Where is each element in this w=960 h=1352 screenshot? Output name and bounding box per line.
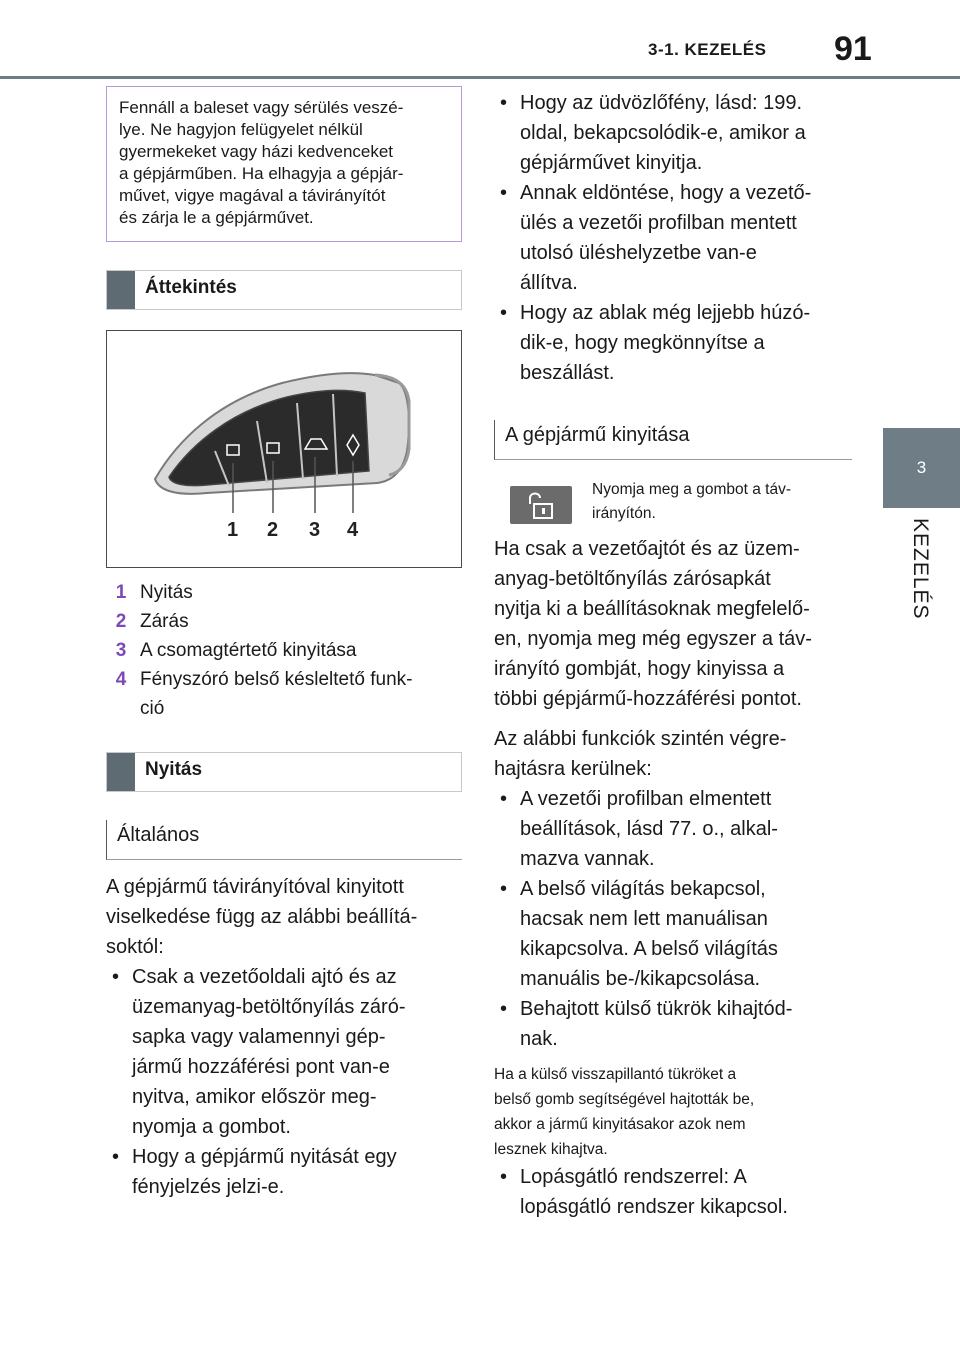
warning-line: gyermekeket vagy házi kedvenceket: [119, 142, 394, 161]
key-fob-illustration: [107, 331, 460, 566]
figure-label-4: 4: [347, 519, 359, 541]
bullet-item: • Hogy az ablak még lejjebb húzó- dik-e, hogy megkönnyítse a beszállást.: [494, 298, 864, 388]
body-line: irányító gombját, hogy kinyissa a: [494, 658, 785, 680]
subheading-general: Általános: [106, 820, 462, 860]
bullet-item: • Hogy a gépjármű nyitását egy fényjelzés jelzi-e.: [106, 1142, 476, 1202]
page-number: 91: [834, 30, 872, 68]
section-heading-opening: [106, 752, 462, 792]
body-line: en, nyomja meg még egyszer a táv-: [494, 628, 812, 650]
warning-line: a gépjárműben. Ha elhagyja a gépjár-: [119, 164, 404, 183]
opening-body: [106, 872, 476, 1202]
running-header-section: 3-1. KEZELÉS: [648, 40, 767, 59]
body-line: viselkedése függ az alábbi beállítá-: [106, 906, 418, 928]
settings-bullets: [494, 88, 864, 388]
chapter-tab-label: KEZELÉS: [909, 518, 932, 620]
unlock-hint-text: Nyomja meg a gombot a táv- irányítón.: [592, 481, 792, 522]
warning-line: művet, vigye magával a távirányítót: [119, 186, 386, 205]
body-line: nyitja ki a beállításoknak megfelelő-: [494, 598, 810, 620]
unlock-button-graphic: [510, 486, 572, 524]
list-item: 1 Nyitás: [115, 582, 193, 603]
bullet-item: • Hogy az üdvözlőfény, lásd: 199. oldal, bekapcsolódik-e, amikor a gépjárművet kinyitja.: [494, 88, 864, 178]
body-line: Az alábbi funkciók szintén végre-: [494, 728, 787, 750]
unlock-hint-row: [494, 478, 854, 532]
figure-label-3: 3: [309, 519, 321, 541]
body-line: hajtásra kerülnek:: [494, 758, 652, 780]
bullet-item: • Csak a vezetőoldali ajtó és az üzemanyag-betöltőnyílás záró- sapka vagy valamennyi gép- jármű hozzáférési pont van-e nyitva, amikor először meg- nyomja a gombot.: [106, 962, 476, 1142]
figure-label-2: 2: [267, 519, 279, 541]
bullet-item: • Behajtott külső tükrök kihajtód- nak.: [494, 994, 864, 1054]
list-item: 3 A csomagtértető kinyitása: [115, 640, 357, 661]
body-line: többi gépjármű-hozzáférési pontot.: [494, 688, 802, 710]
body-line: anyag-betöltőnyílás zárósapkát: [494, 568, 771, 590]
section-heading-overview: [106, 270, 462, 310]
heading-marker: [107, 753, 135, 791]
heading-text: Áttekintés: [145, 277, 237, 298]
warning-line: és zárja le a gépjárművet.: [119, 208, 314, 227]
bullet-item: • A belső világítás bekapcsol, hacsak nem lett manuálisan kikapcsolva. A belső világítás manuális be-/kikapcsolása.: [494, 874, 864, 994]
heading-text: Nyitás: [145, 759, 203, 780]
heading-marker: [107, 271, 135, 309]
bullet-item: • Lopásgátló rendszerrel: A lopásgátló rendszer kikapcsol.: [494, 1162, 864, 1222]
key-fob-figure: [106, 330, 462, 568]
unlock-icon: [510, 486, 572, 524]
warning-line: lye. Ne hagyjon felügyelet nélkül: [119, 120, 363, 139]
figure-label-1: 1: [227, 519, 239, 541]
list-item: 2 Zárás: [115, 611, 189, 632]
unlock-body: [494, 534, 864, 1222]
header-rule: [0, 76, 960, 79]
overview-list: [106, 578, 466, 723]
chapter-tab-number: 3: [883, 428, 960, 508]
body-line: Ha csak a vezetőajtót és az üzem-: [494, 538, 800, 560]
body-line: soktól:: [106, 936, 164, 958]
mirror-note: Ha a külső visszapillantó tükröket a belső gomb segítségével hajtották be, akkor a jármű kinyitásakor azok nem lesznek kihajtva.: [494, 1066, 755, 1158]
bullet-item: • Annak eldöntése, hogy a vezető- ülés a vezetői profilban mentett utolsó üléshelyzetbe van-e állítva.: [494, 178, 864, 298]
warning-line: Fennáll a baleset vagy sérülés veszé-: [119, 98, 404, 117]
bullet-item: • A vezetői profilban elmentett beállítások, lásd 77. o., alkal- mazva vannak.: [494, 784, 864, 874]
list-item: 4 Fényszóró belső késleltető funk- ció: [115, 669, 413, 719]
subheading-unlock: A gépjármű kinyitása: [494, 420, 852, 460]
body-line: A gépjármű távirányítóval kinyitott: [106, 876, 404, 898]
warning-box: [106, 86, 462, 242]
